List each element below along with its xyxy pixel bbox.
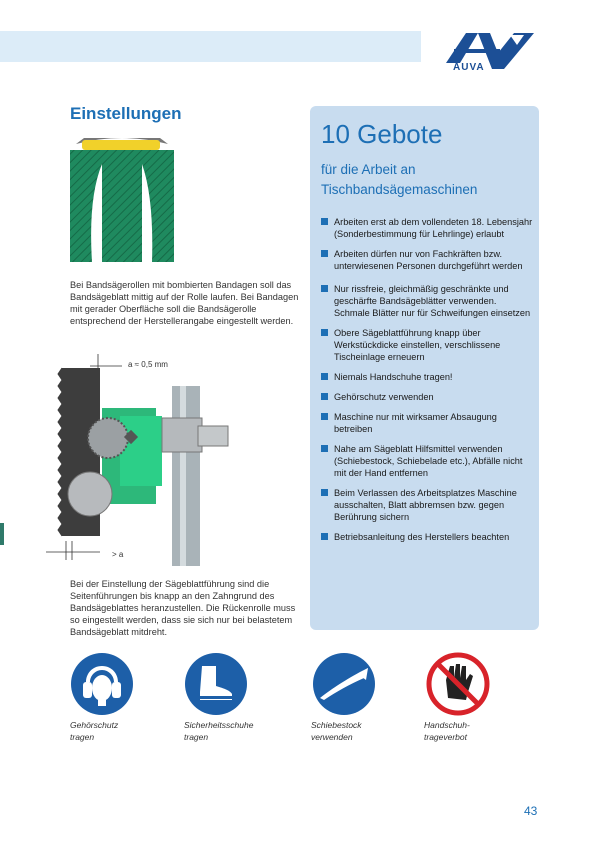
rule-item: Arbeiten dürfen nur von Fachkräften bzw. unterwiesenen Personen durchgeführt werden bbox=[321, 248, 533, 272]
rule-item: Arbeiten erst ab dem vollendeten 18. Lebensjahr (Sonderbestimmung für Lehrlinge) erlaubt bbox=[321, 216, 533, 240]
bullet-square-icon bbox=[321, 285, 328, 292]
icon-caption: Schiebestock verwenden bbox=[311, 720, 362, 742]
rule-item: Obere Sägeblattführung knapp über Werkstückdicke einstellen, verschlissene Tischeinlage erneuern bbox=[321, 327, 533, 363]
bullet-square-icon bbox=[321, 373, 328, 380]
bullet-square-icon bbox=[321, 250, 328, 257]
rule-item: Betriebsanleitung des Herstellers beachten bbox=[321, 531, 533, 543]
rules-list bbox=[321, 216, 533, 551]
icon-caption: Gehörschutz tragen bbox=[70, 720, 119, 742]
push-stick-icon bbox=[312, 652, 376, 716]
auva-logo bbox=[434, 25, 546, 77]
bullet-square-icon bbox=[321, 413, 328, 420]
bullet-square-icon bbox=[321, 533, 328, 540]
rule-item: Nur rissfreie, gleichmäßig geschränkte und geschärfte Bandsägeblätter verwenden. Schmale Blätter nur für Schweifungen einsetzen bbox=[321, 283, 533, 319]
panel-subtitle-line2: Tischbandsägemaschinen bbox=[321, 182, 478, 197]
bullet-square-icon bbox=[321, 445, 328, 452]
rule-item: Gehörschutz verwenden bbox=[321, 391, 533, 403]
hearing-protection-icon bbox=[70, 652, 134, 716]
bullet-square-icon bbox=[321, 218, 328, 225]
bullet-square-icon bbox=[321, 489, 328, 496]
panel-title: 10 Gebote bbox=[321, 119, 443, 149]
logo-text: AUVA bbox=[453, 62, 485, 73]
page-edge-marker bbox=[0, 523, 4, 545]
icon-caption: Handschuh- trageverbot bbox=[424, 720, 470, 742]
rule-item: Maschine nur mit wirksamer Absaugung betreiben bbox=[321, 411, 533, 435]
rule-item: Beim Verlassen des Arbeitsplatzes Maschine ausschalten, Blatt abbremsen bzw. gegen Berührung sichern bbox=[321, 487, 533, 523]
band-saw-wheel-figure bbox=[70, 128, 174, 262]
page-number: 43 bbox=[524, 804, 538, 818]
dimension-label-a: a ≈ 0,5 mm bbox=[128, 360, 168, 369]
paragraph-guide-setting: Bei der Einstellung der Sägeblattführung sind die Seitenführungen bis knapp an den Zahngrund des Bandsägeblattes heranzustellen. Die Rückenrolle muss so eingestellt werden, dass sie sich nur bei belastetem Bandsägeblatt mitdreht. bbox=[70, 579, 296, 637]
safety-shoes-icon bbox=[184, 652, 248, 716]
no-gloves-icon bbox=[426, 652, 490, 716]
header-banner bbox=[0, 31, 421, 62]
rule-item: Nahe am Sägeblatt Hilfsmittel verwenden (Schiebestock, Schiebelade etc.), Abfälle nicht mit der Hand entfernen bbox=[321, 443, 533, 479]
paragraph-wheel-setting: Bei Bandsägerollen mit bombierten Bandagen soll das Bandsägeblatt mittig auf der Rolle laufen. Bei Bandagen mit gerader Oberfläche soll die Bandsägerolle entsprechend der Herstellerangabe eingestellt werden. bbox=[70, 280, 299, 326]
blade-guide-figure bbox=[40, 346, 255, 568]
panel-subtitle-line1: für die Arbeit an bbox=[321, 162, 416, 177]
dimension-label-greater-a: > a bbox=[112, 550, 124, 559]
bullet-square-icon bbox=[321, 329, 328, 336]
rule-item: Niemals Handschuhe tragen! bbox=[321, 371, 533, 383]
section-title: Einstellungen bbox=[70, 104, 182, 123]
icon-caption: Sicherheitsschuhe tragen bbox=[184, 720, 254, 742]
bullet-square-icon bbox=[321, 393, 328, 400]
panel-subtitle bbox=[321, 160, 477, 200]
